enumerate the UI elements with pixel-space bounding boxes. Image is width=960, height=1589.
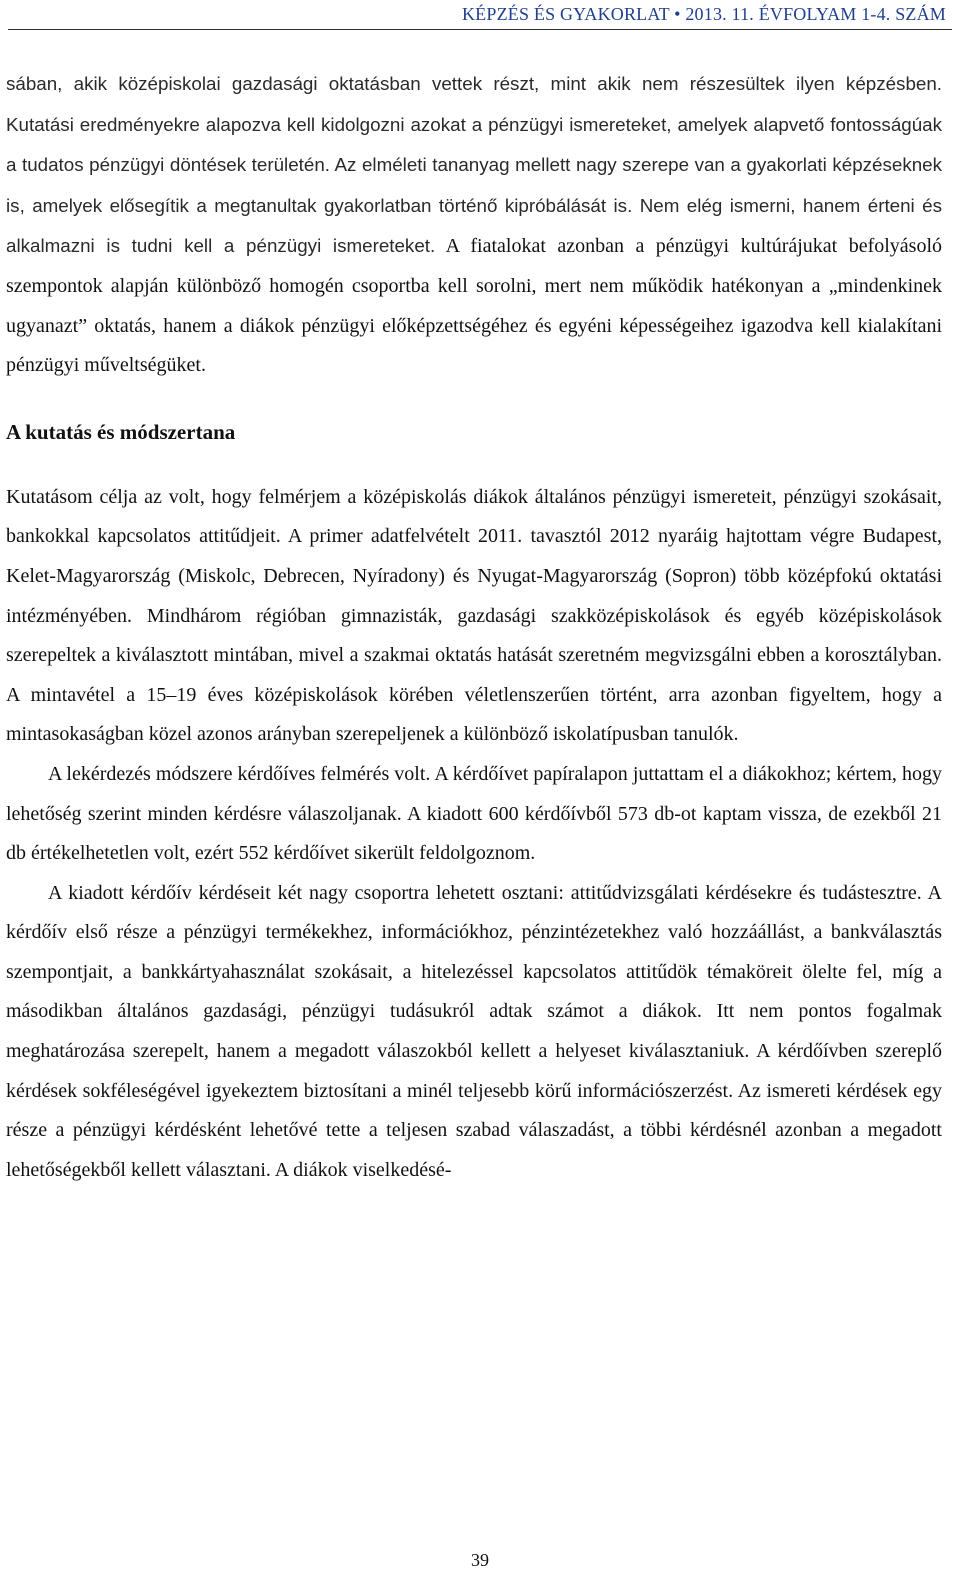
page-number: 39	[471, 1550, 489, 1570]
running-header: KÉPZÉS ÉS GYAKORLAT • 2013. 11. ÉVFOLYAM 1-4. SZÁM	[461, 4, 946, 24]
body-paragraph-intro-sans: sában, akik középiskolai gazdasági oktatásban vettek részt, mint akik nem részesültek ilyen képzésben. Kutatási eredményekre alapozva kell kidolgozni azokat a pénzügyi ismereteket, amelyek alapvető fontosságúak a tudatos pénzügyi döntések területén. Az elméleti tananyag mellett nagy szerepe van a gyakorlati képzéseknek is, amelyek elősegítik a megtanultak gyakorlatban történő kipróbálását is. Nem elég ismerni, hanem érteni és alkalmazni is tudni kell a pénzügyi ismereteket.	[6, 73, 942, 257]
body-paragraph-survey-method: A lekérdezés módszere kérdőíves felmérés volt. A kérdőívet papíralapon juttattam el a diákokhoz; kértem, hogy lehetőség szerint minden kérdésre válaszoljanak. A kiadott 600 kérdőívből 573 db-ot kaptam vissza, de ezekből 21 db értékelhetetlen volt, ezért 552 kérdőívet sikerült feldolgoznom.	[6, 762, 942, 865]
body-paragraph-intro	[6, 64, 942, 386]
section-title: A kutatás és módszertana	[6, 419, 236, 444]
body-paragraph-research-aim: Kutatásom célja az volt, hogy felmérjem a középiskolás diákok általános pénzügyi ismereteit, pénzügyi szokásait, bankokkal kapcsolatos attitűdjeit. A primer adatfelvételt 2011. tavasztól 2012 nyaráig hajtottam végre Budapest, Kelet-Magyarország (Miskolc, Debrecen, Nyíradony) és Nyugat-Magyarország (Sopron) több középfokú oktatási intézményében. Mindhárom régióban gimnazisták, gazdasági szakközépiskolások és egyéb középiskolások szerepeltek a kiválasztott mintában, mivel a szakmai oktatás hatását szeretném megvizsgálni ebben a korosztályban. A mintavétel a 15–19 éves középiskolások körében véletlenszerűen történt, arra azonban figyeltem, hogy a mintasokaságban közel azonos arányban szerepeljenek a különböző iskolatípusban tanulók.	[6, 485, 942, 746]
body-paragraph-intro-serif: A fiatalokat azonban a pénzügyi kultúrájukat befolyásoló szempontok alapján különböző homogén csoportba kell sorolni, mert nem működik hatékonyan a „mindenkinek ugyanazt” oktatás, hanem a diákok pénzügyi előképzettségéhez és egyéni képességeihez igazodva kell kialakítani pénzügyi műveltségüket.	[6, 235, 942, 377]
page-content	[6, 64, 942, 1190]
body-paragraph-questionnaire: A kiadott kérdőív kérdéseit két nagy csoportra lehetett osztani: attitűdvizsgálati kérdésekre és tudástesztre. A kérdőív első része a pénzügyi termékekhez, információkhoz, pénzintézetekhez való hozzáállást, a bankválasztás szempontjait, a bankkártyahasználat szokásait, a hitelezéssel kapcsolatos attitűdök témaköreit ölelte fel, míg a másodikban általános gazdasági, pénzügyi tudásukról adtak számot a diákok. Itt nem pontos fogalmak meghatározása szerepelt, hanem a megadott válaszokból kellett a helyeset kiválasztaniuk. A kérdőívben szereplő kérdések sokféleségével igyekeztem biztosítani a minél teljesebb körű információszerzést. Az ismereti kérdések egy része a pénzügyi kérdésként lehetővé tette a teljesen szabad válaszadást, a többi kérdésnél azonban a megadott lehetőségekből kellett választani. A diákok viselkedésé-	[6, 881, 942, 1181]
header-divider	[8, 29, 952, 30]
